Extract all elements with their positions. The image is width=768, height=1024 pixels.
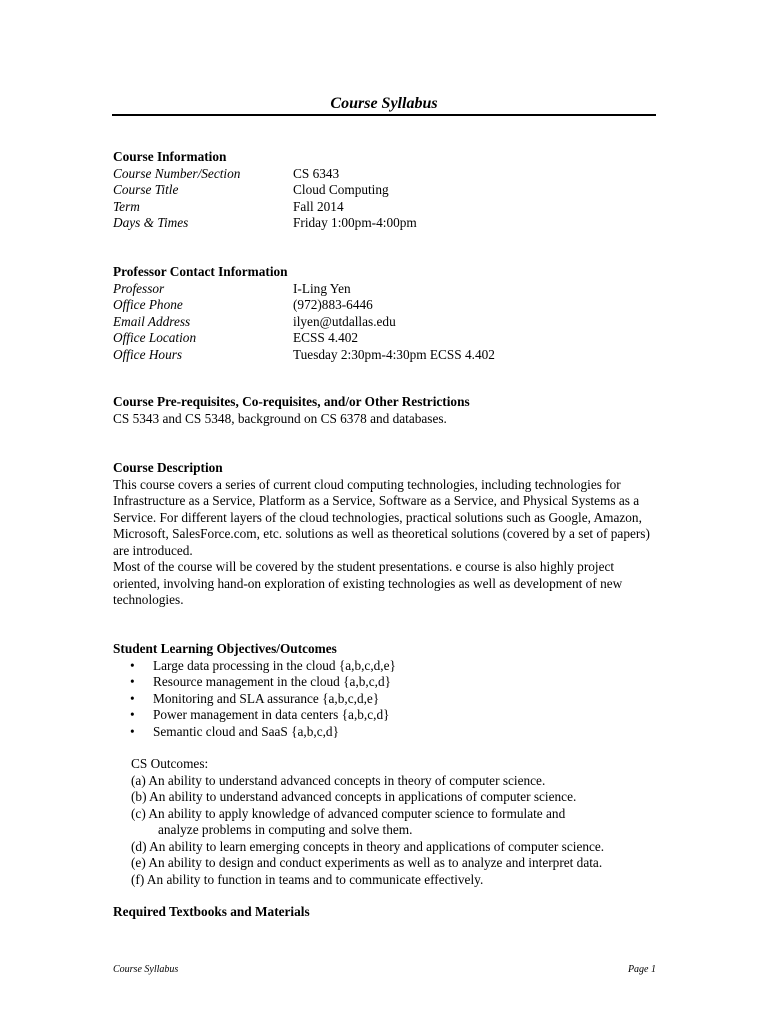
outcome-item: (b) An ability to understand advanced concepts in applications of computer science. — [131, 789, 577, 804]
info-label: Course Title — [113, 182, 179, 197]
description-paragraph: Most of the course will be covered by the student presentations. e course is also highly project oriented, involving hand-on exploration of existing technologies as well as development of new technologies. — [113, 559, 623, 607]
info-row — [113, 199, 658, 216]
outcome-item: (a) An ability to understand advanced concepts in theory of computer science. — [131, 772, 546, 788]
contact-row — [113, 314, 658, 331]
info-value: CS 6343 — [293, 165, 340, 181]
info-label: Course Number/Section — [113, 165, 241, 181]
contact-value: Tuesday 2:30pm-4:30pm ECSS 4.402 — [293, 346, 495, 362]
course-description-section — [113, 460, 658, 609]
outcome-item: (f) An ability to function in teams and to communicate effectively. — [131, 871, 484, 887]
contact-value: (972)883-6446 — [293, 297, 373, 312]
list-item: • Monitoring and SLA assurance {a,b,c,d,e} — [130, 690, 380, 706]
list-item: • Power management in data centers {a,b,c,d} — [130, 707, 390, 722]
info-value: Fall 2014 — [293, 198, 344, 214]
list-item: • Large data processing in the cloud {a,b,c,d,e} — [130, 657, 396, 673]
description-paragraph: This course covers a series of current cloud computing technologies, including technologies for Infrastructure as a Service, Platform as a Service, Software as a Service, and Physical Systems as a Service. For different layers of the cloud technologies, practical solutions such as Google, Amazon, Microsoft, SalesForce.com, etc. solutions as well as theoretical solutions (covered by a set of papers) are introduced. — [113, 476, 650, 558]
objectives-list — [113, 658, 658, 741]
bullet-icon: • — [130, 657, 135, 673]
contact-row — [113, 347, 658, 364]
bullet-icon: • — [130, 674, 135, 689]
textbooks-heading: Required Textbooks and Materials — [113, 904, 310, 919]
course-description-heading: Course Description — [113, 460, 223, 475]
contact-value: ECSS 4.402 — [293, 330, 359, 345]
page-number: Page 1 — [627, 964, 656, 975]
learning-objectives-section — [113, 641, 658, 740]
bullet-icon: • — [130, 707, 135, 722]
professor-contact-heading: Professor Contact Information — [113, 264, 288, 279]
prerequisites-text: CS 5343 and CS 5348, background on CS 6378 and databases. — [113, 410, 447, 426]
contact-label: Office Hours — [113, 346, 183, 362]
list-item: • Resource management in the cloud {a,b,c,d} — [130, 674, 391, 689]
page-title: Course Syllabus — [330, 95, 438, 112]
contact-value: I-Ling Yen — [293, 280, 351, 296]
contact-label: Office Location — [113, 330, 197, 345]
contact-label: Office Phone — [113, 297, 183, 312]
outcome-item: (c) An ability to apply knowledge of advanced computer science to formulate and — [131, 805, 566, 821]
info-value: Cloud Computing — [293, 182, 389, 197]
info-label: Days & Times — [113, 215, 189, 230]
prerequisites-heading: Course Pre-requisites, Co-requisites, and/or Other Restrictions — [113, 394, 470, 409]
course-information-section — [113, 149, 658, 232]
contact-row — [113, 330, 658, 347]
contact-label: Email Address — [113, 313, 191, 329]
outcome-item-continuation: analyze problems in computing and solve them. — [158, 822, 413, 837]
list-item: • Semantic cloud and SaaS {a,b,c,d} — [130, 723, 339, 739]
info-row — [113, 215, 658, 232]
professor-contact-section — [113, 264, 658, 363]
outcome-item: (e) An ability to design and conduct experiments as well as to analyze and interpret data. — [131, 855, 603, 870]
contact-row — [113, 297, 658, 314]
bullet-icon: • — [130, 690, 135, 706]
cs-outcomes-section — [131, 756, 658, 888]
info-label: Term — [113, 198, 140, 214]
info-row — [113, 166, 658, 183]
footer-title: Course Syllabus — [113, 964, 179, 975]
outcome-item: (d) An ability to learn emerging concepts in theory and applications of computer science. — [131, 838, 605, 854]
learning-objectives-heading: Student Learning Objectives/Outcomes — [113, 641, 337, 656]
textbooks-section — [113, 904, 658, 921]
info-value: Friday 1:00pm-4:00pm — [293, 215, 417, 230]
bullet-icon: • — [130, 723, 135, 739]
course-information-heading: Course Information — [113, 149, 227, 164]
contact-label: Professor — [113, 280, 165, 296]
cs-outcomes-label: CS Outcomes: — [131, 756, 209, 771]
contact-row — [113, 281, 658, 298]
info-row — [113, 182, 658, 199]
title-divider — [112, 114, 656, 116]
email-link[interactable]: ilyen@utdallas.edu — [293, 313, 396, 329]
prerequisites-section — [113, 394, 658, 427]
